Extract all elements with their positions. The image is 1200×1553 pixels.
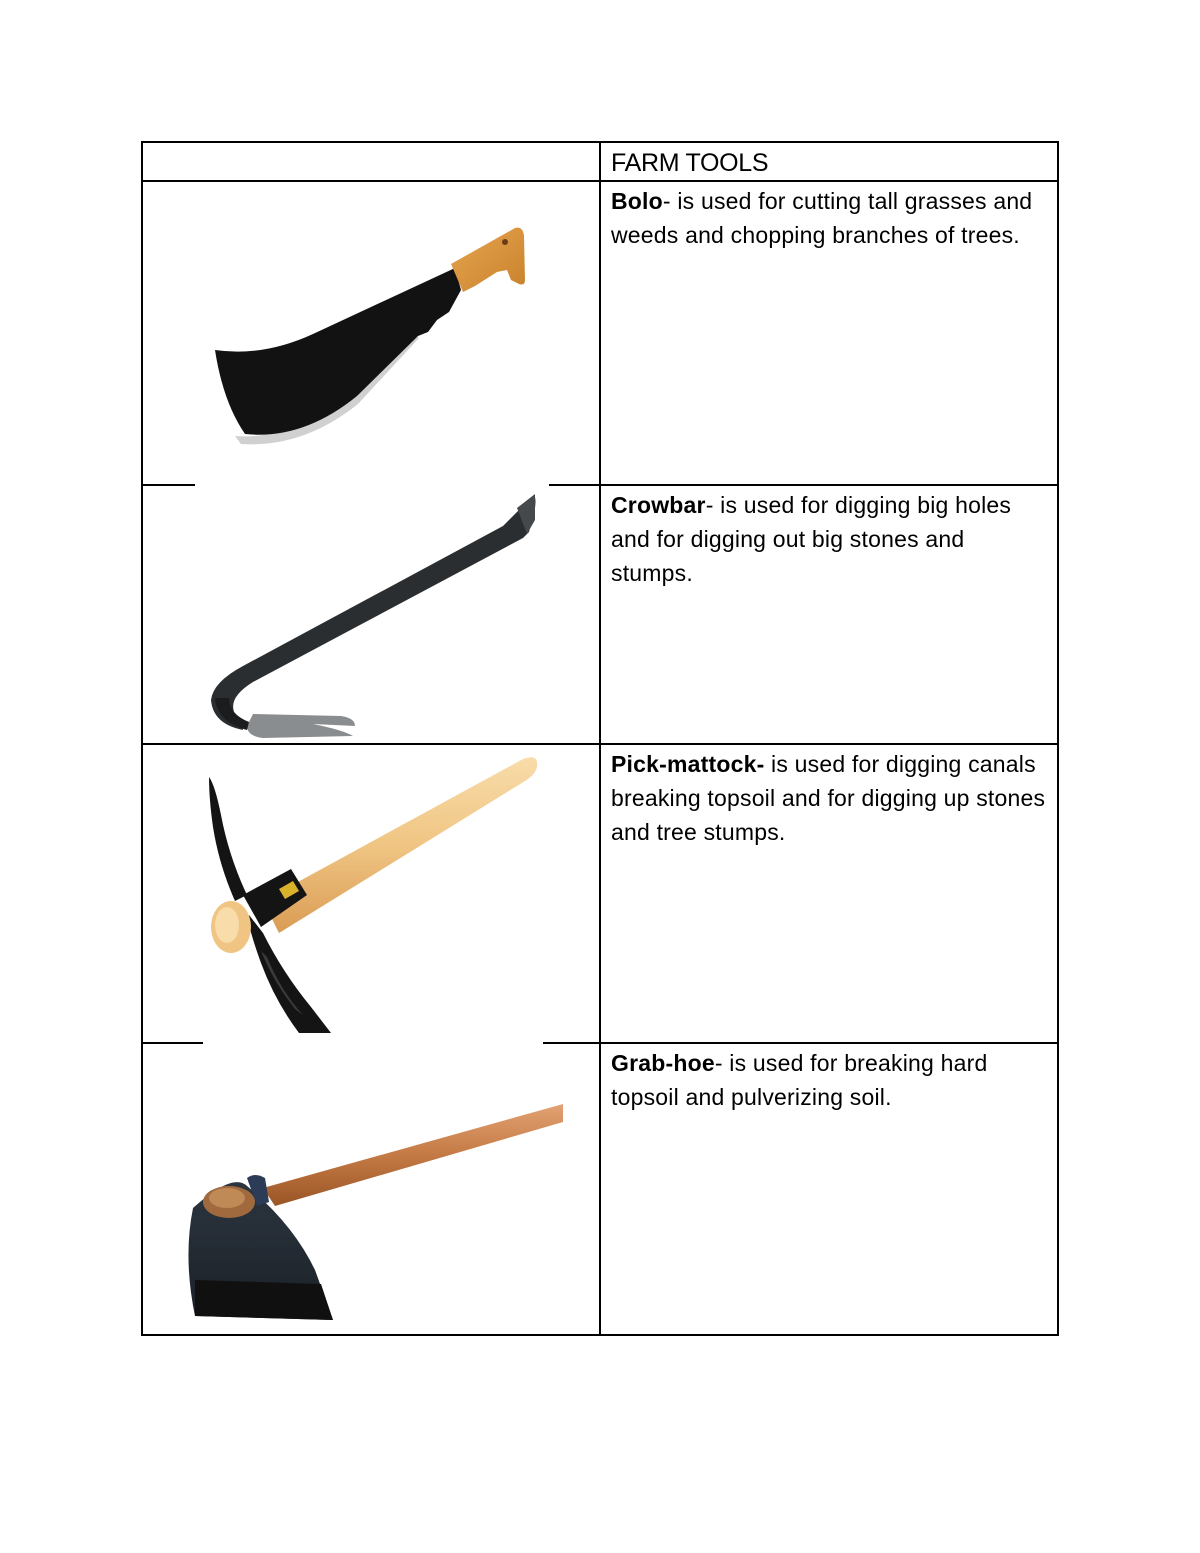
table-row [142, 1043, 1058, 1335]
table-header-row [142, 142, 1058, 181]
tool-description [601, 745, 1057, 849]
desc-cell-pick-mattock [600, 744, 1058, 1043]
tool-description: Bolo- is used for cutting tall grasses and weeds and chopping branches of trees. [611, 188, 1033, 248]
tool-usage-text: is used for digging big holes and for digging out big stones and stumps. [611, 492, 1012, 586]
image-cell-grab-hoe [142, 1043, 600, 1335]
image-cell-crowbar [142, 485, 600, 744]
table-row [142, 181, 1058, 485]
pick-mattock-icon [143, 745, 601, 1042]
tool-usage-text: is used for digging canals breaking topsoil and for digging up stones and tree stumps. [611, 751, 1046, 845]
tool-name: Bolo [611, 188, 663, 214]
table-row [142, 485, 1058, 744]
desc-cell-grab-hoe [600, 1043, 1058, 1335]
farm-tools-table [141, 141, 1059, 1336]
desc-cell-crowbar [600, 485, 1058, 744]
tool-name: Pick-mattock- [611, 751, 765, 777]
table-title: FARM TOOLS [611, 149, 769, 177]
tool-description: Grab-hoe- is used for breaking hard topsoil and pulverizing soil. [611, 1050, 988, 1110]
tool-usage-text: is used for cutting tall grasses and weeds and chopping branches of trees. [611, 188, 1033, 248]
header-empty-cell [142, 142, 600, 181]
tool-name: Crowbar [611, 492, 706, 518]
tool-name: Grab-hoe [611, 1050, 715, 1076]
grab-hoe-icon [143, 1044, 601, 1334]
image-cell-bolo [142, 181, 600, 485]
tool-description: Crowbar- is used for digging big holes and for digging out big stones and stumps. [611, 492, 1012, 586]
tool-usage-text: is used for breaking hard topsoil and pulverizing soil. [611, 1050, 988, 1110]
crowbar-icon [143, 486, 601, 743]
bolo-machete-icon [143, 182, 601, 484]
table-row [142, 744, 1058, 1043]
desc-cell-bolo [600, 181, 1058, 485]
image-cell-pick-mattock [142, 744, 600, 1043]
header-title-cell [600, 142, 1058, 181]
